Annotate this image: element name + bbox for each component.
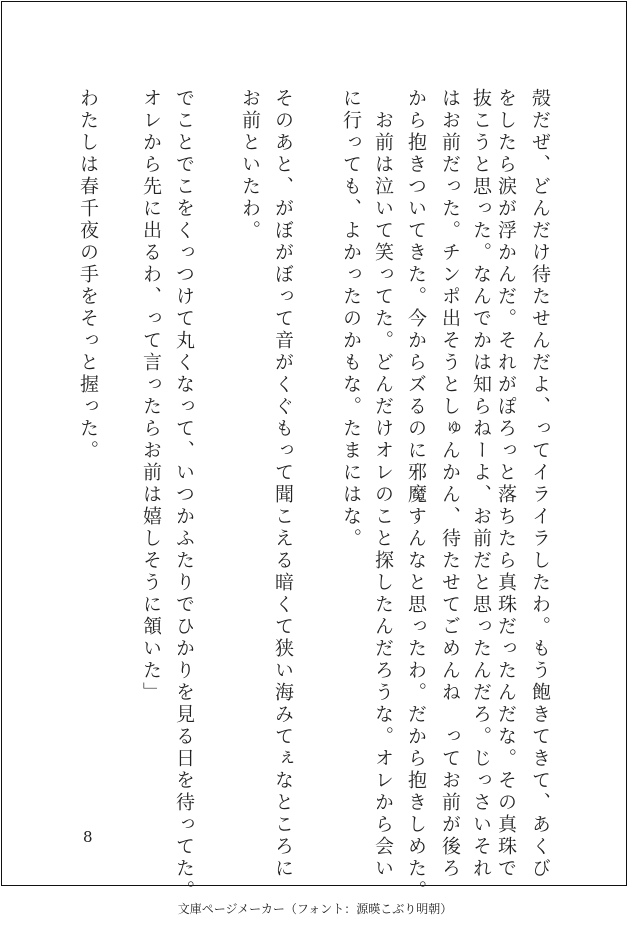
text-line-12: わたしは春千夜の手をそっと握った。 (77, 88, 99, 462)
text-line-4: はお前だった。チンポ出そうとしゅんかん、待たせてごめんね ってお前が後ろ (439, 88, 461, 880)
text-line-1: 殻だぜ、どんだけ待たせんだよ、ってイライラしたわ。もう飽きてきて、あくび (529, 88, 551, 880)
text-line-5: から抱きついてきた。今からズるのに邪魔すんなと思ったわ。だから抱きしめた。 (405, 88, 427, 902)
text-line-8: そのあと、がぼがぼって音がくぐもって聞こえる暗くて狭い海みてぇなところに (272, 88, 294, 880)
page-number: 8 (83, 828, 93, 846)
text-line-11: オレから先に出るわ、って言ったらお前は嬉しそうに頷いた」 (140, 88, 162, 704)
text-line-7: に行っても、よかったのかもな。たまにはな。 (340, 88, 362, 550)
text-line-9: お前といたわ。 (239, 88, 261, 242)
text-line-6: お前は泣いて笑ってた。どんだけオレのこと探したんだろうな。オレから会い (372, 88, 394, 880)
text-line-3: 抜こうと思った。なんでかは知らねーよ、お前だと思ったんだろ。じっさいそれ (470, 88, 492, 880)
text-line-2: をしたら涙が浮かんだ。それがぽろっと落ちたら真珠だったんだな。その真珠で (495, 88, 517, 880)
footer-credit: 文庫ページメーカー（フォント：源暎こぶり明朝） (177, 902, 453, 916)
book-page (1, 1, 627, 902)
text-line-10: でことでこをくっつけて丸くなって、いつかふたりでひかりを見る日を待ってた。 (173, 88, 195, 902)
